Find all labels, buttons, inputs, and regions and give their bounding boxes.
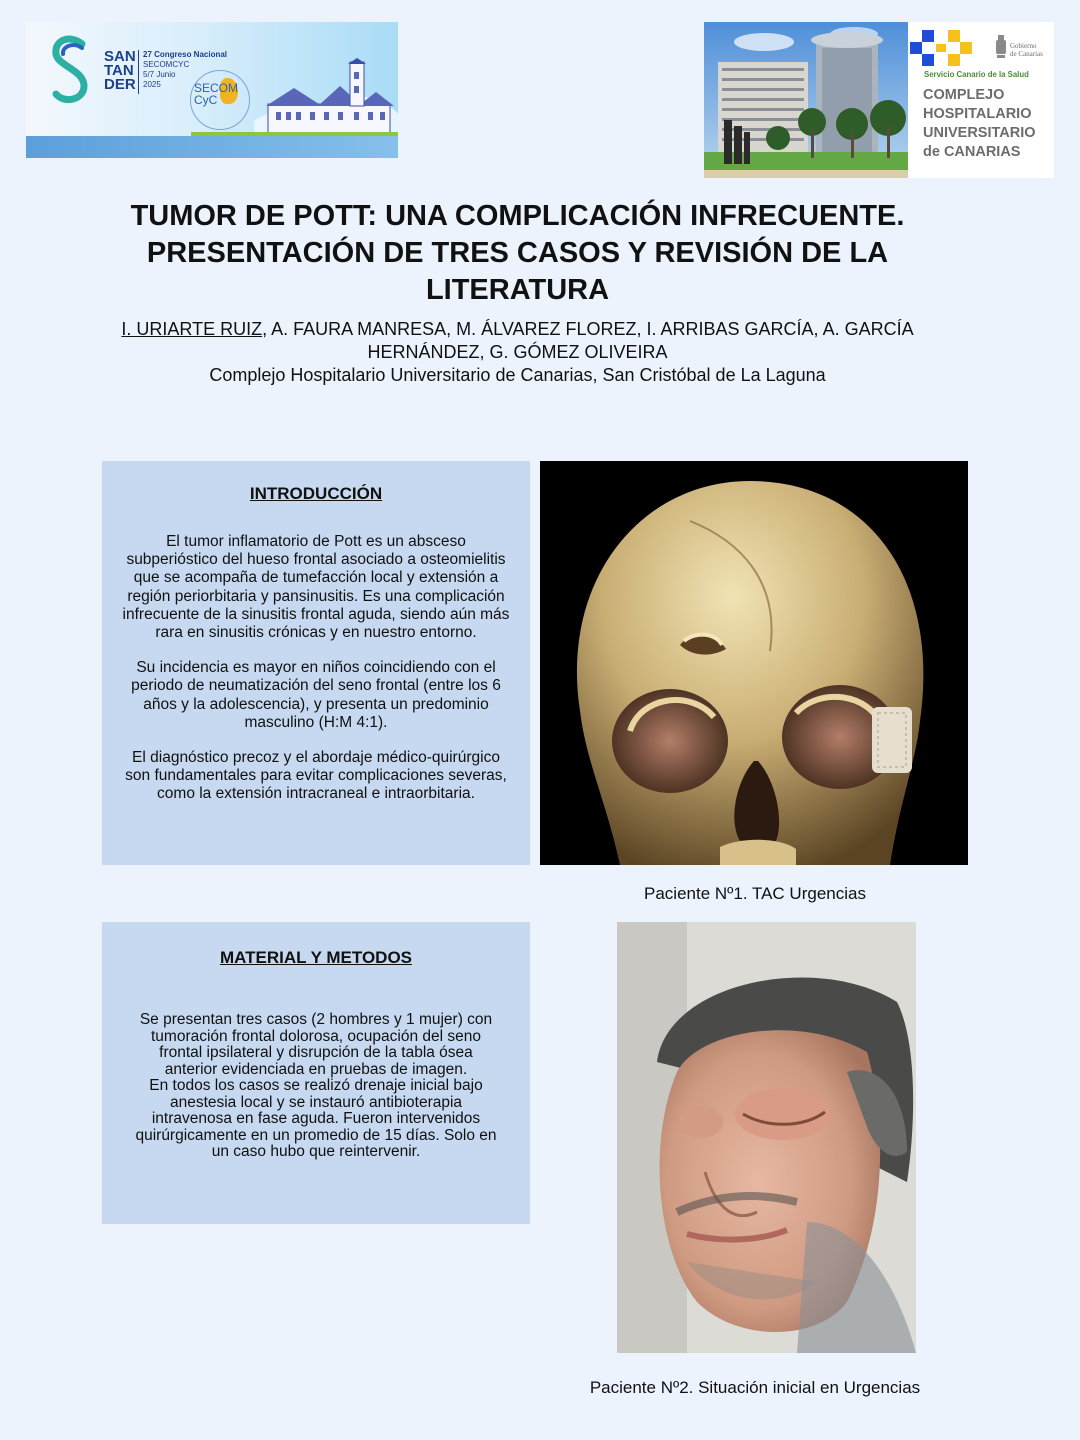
text-line: como la extensión intracraneal e intraorbitaria. — [157, 785, 475, 803]
secom-line: SECOM — [194, 81, 239, 95]
city-line: SAN — [104, 48, 136, 65]
congress-city — [104, 50, 136, 92]
text-line: infrecuente de la sinusitis frontal aguda, siendo aún más — [122, 605, 510, 623]
hospital-name-line: HOSPITALARIO — [923, 106, 1032, 122]
hospital-logo — [704, 22, 1054, 178]
ct-scan-image — [540, 461, 968, 865]
introduction-paragraph — [102, 659, 530, 732]
congress-banner — [26, 22, 398, 158]
affiliation: Complejo Hospitalario Universitario de Canarias, San Cristóbal de La Laguna — [209, 365, 826, 385]
title-line: LITERATURA — [425, 274, 610, 306]
text-line: son fundamentales para evitar complicaciones severas, — [125, 767, 507, 785]
secom-line: CyC — [194, 93, 218, 107]
government-line: de Canarias — [1010, 50, 1043, 58]
introduction-section — [102, 461, 530, 865]
text-line: Su incidencia es mayor en niños coincidiendo con el — [136, 659, 496, 677]
congress-logo-icon — [48, 34, 92, 106]
city-line: DER — [104, 76, 136, 93]
health-service-label: Servicio Canario de la Salud — [924, 70, 1029, 79]
text-line: anterior evidenciada en pruebas de imagen. — [164, 1060, 468, 1078]
introduction-paragraph — [102, 533, 530, 642]
patient-photo — [617, 922, 916, 1353]
presenting-author: I. URIARTE RUIZ — [121, 319, 263, 339]
palace-illustration-icon — [254, 58, 398, 138]
methods-section — [102, 922, 530, 1224]
congress-society: SECOMCYC — [143, 60, 190, 69]
methods-heading: MATERIAL Y METODOS — [219, 948, 413, 967]
coat-of-arms-icon — [994, 34, 1008, 60]
introduction-paragraph — [102, 749, 530, 804]
text-line: intravenosa en fase aguda. Fueron intervenidos — [151, 1110, 481, 1127]
government-label — [1010, 42, 1043, 58]
banner-divider — [138, 50, 139, 94]
photo-caption: Paciente Nº2. Situación inicial en Urgencias — [589, 1378, 921, 1397]
text-line: masculino (H:M 4:1). — [244, 713, 388, 731]
co-authors: , A. FAURA MANRESA, M. ÁLVAREZ FLOREZ, I. ARRIBAS GARCÍA, A. GARCÍA — [262, 319, 914, 339]
government-line: Gobierno — [1010, 42, 1037, 50]
title-line: PRESENTACIÓN DE TRES CASOS Y REVISIÓN DE LA — [146, 237, 889, 269]
title-line: TUMOR DE POTT: UNA COMPLICACIÓN INFRECUENTE. — [130, 200, 905, 232]
text-line: subperióstico del hueso frontal asociado a osteomielitis — [126, 551, 506, 569]
hospital-name-line: UNIVERSITARIO — [923, 125, 1036, 141]
text-line: periodo de neumatización del seno frontal (entre los 6 — [131, 677, 501, 695]
text-line: frontal ipsilateral y disrupción de la tabla ósea — [159, 1044, 473, 1061]
poster-title — [60, 198, 975, 309]
hospital-name — [923, 86, 1036, 162]
hospital-building-image — [704, 22, 908, 178]
text-line: El diagnóstico precoz y el abordaje médico-quirúrgico — [132, 749, 500, 767]
introduction-heading: INTRODUCCIÓN — [249, 484, 383, 503]
text-line: un caso hubo que reintervenir. — [211, 1143, 421, 1160]
authors-line-2: HERNÁNDEZ, G. GÓMEZ OLIVEIRA — [367, 342, 668, 362]
patient-face-photo — [617, 922, 916, 1353]
hospital-building-photo — [704, 22, 908, 178]
text-line: años y la adolescencia), y presenta un predominio — [143, 695, 489, 713]
text-line: anestesia local y se instauró antibioterapia — [169, 1093, 463, 1111]
skull-3d-ct-image — [540, 461, 968, 865]
ct-caption: Paciente Nº1. TAC Urgencias — [644, 884, 866, 903]
hospital-name-line: de CANARIAS — [923, 144, 1021, 160]
methods-paragraph — [102, 1012, 530, 1161]
text-line: Se presentan tres casos (2 hombres y 1 mujer) con — [139, 1011, 493, 1028]
secom-wordmark — [194, 82, 238, 106]
text-line: En todos los casos se realizó drenaje inicial bajo — [149, 1077, 483, 1094]
congress-name: 27 Congreso Nacional — [143, 50, 228, 59]
city-line: TAN — [104, 62, 134, 79]
text-line: región periorbitaria y pansinusitis. Es una complicación — [127, 587, 505, 605]
author-block — [60, 318, 975, 387]
text-line: tumoración frontal dolorosa, ocupación del seno — [150, 1027, 481, 1045]
text-line: quirúrgicamente en un promedio de 15 días. Solo en — [135, 1126, 497, 1144]
hospital-name-line: COMPLEJO — [923, 87, 1005, 103]
congress-year: 2025 — [143, 80, 161, 89]
text-line: que se acompaña de tumefacción local y extensión a — [133, 569, 499, 587]
banner-stripe — [26, 136, 398, 158]
scs-logo-icon — [910, 30, 972, 68]
text-line: El tumor inflamatorio de Pott es un absceso — [166, 533, 466, 550]
congress-dates: 5/7 Junio — [143, 70, 176, 79]
authors-line-1 — [60, 318, 975, 341]
text-line: rara en sinusitis crónicas y en nuestro entorno. — [155, 624, 477, 642]
